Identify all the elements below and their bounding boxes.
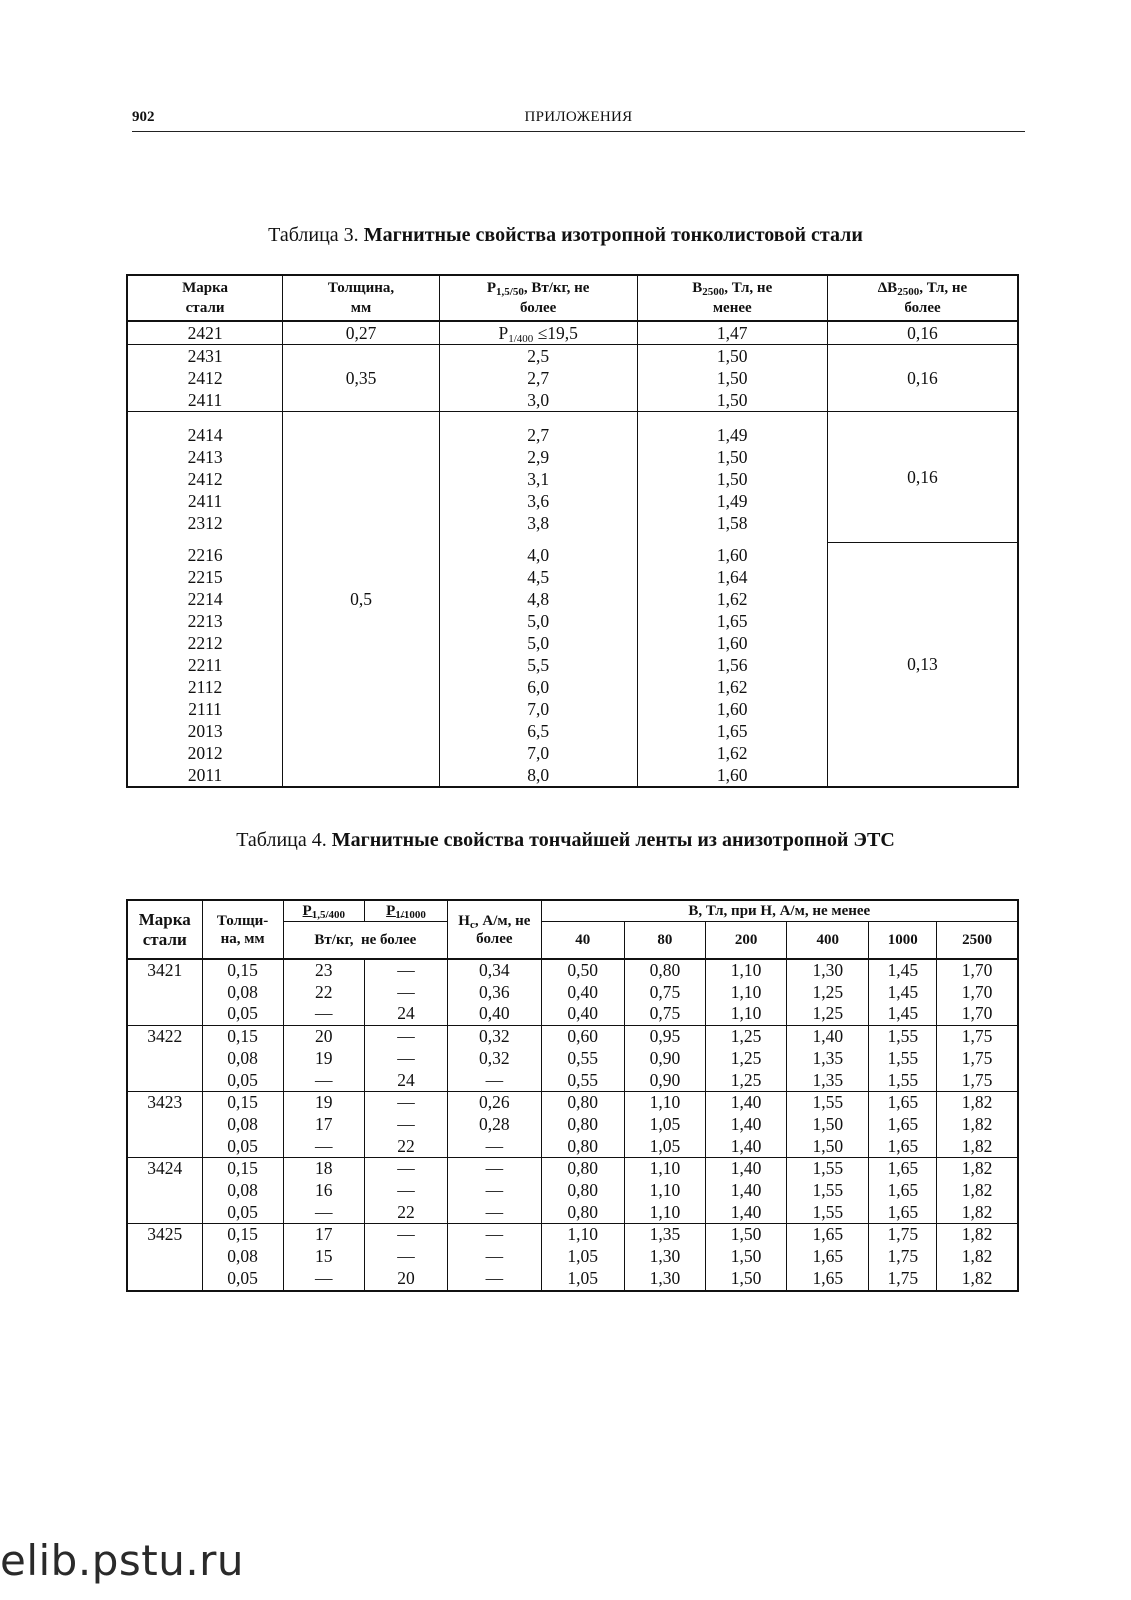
b2500-value: 1,75 — [961, 1069, 993, 1090]
b1000-value: 1,65 — [887, 1135, 919, 1156]
b80-value: 0,80 — [649, 960, 681, 980]
watermark: elib.pstu.ru — [0, 1536, 245, 1585]
p1-value: 23 — [315, 960, 333, 980]
table4-header-b-span: B, Тл, при H, А/м, не менее — [541, 900, 1018, 921]
b2500-cell — [937, 1224, 1018, 1291]
p1-cell — [283, 1026, 364, 1092]
b2500-value: 1,75 — [961, 1026, 993, 1047]
b1000-value: 1,45 — [887, 1003, 919, 1024]
hc-cell — [448, 959, 542, 1026]
b200-value: 1,10 — [730, 1003, 762, 1024]
p1-value: 16 — [315, 1180, 333, 1201]
p2-value: — — [397, 1047, 415, 1068]
b200-cell — [706, 1224, 787, 1291]
table4-header-h2500: 2500 — [937, 921, 1018, 959]
b400-value: 1,55 — [812, 1158, 844, 1179]
hc-value: — — [485, 1135, 504, 1156]
b40-value: 0,80 — [567, 1180, 599, 1201]
p1-value: 19 — [315, 1092, 333, 1113]
thickness-value: 0,08 — [227, 1047, 258, 1068]
p2-cell — [364, 1224, 447, 1291]
b1000-value: 1,65 — [887, 1180, 919, 1201]
b2500-value: 1,82 — [961, 1158, 993, 1179]
b2500-value: 1,82 — [961, 1246, 993, 1267]
thickness-value: 0,05 — [227, 1135, 258, 1156]
b2500-cell — [937, 1092, 1018, 1158]
thickness-value: 0,05 — [227, 1201, 258, 1222]
table4-body — [127, 959, 1018, 1291]
b2500-value: 1,82 — [961, 1224, 993, 1245]
hc-value: 0,32 — [479, 1047, 510, 1068]
b400-cell — [787, 1026, 869, 1092]
b1000-value: 1,65 — [887, 1201, 919, 1222]
b-cell: 1,47 — [637, 321, 827, 345]
p1-value: 18 — [315, 1158, 333, 1179]
b400-value: 1,40 — [812, 1026, 844, 1047]
b80-value: 1,10 — [649, 1158, 681, 1179]
table4-group-row — [127, 1026, 1018, 1092]
b2500-value: 1,70 — [961, 960, 993, 980]
table3-group-05a — [127, 412, 1018, 543]
table4-group-row — [127, 1224, 1018, 1291]
b400-value: 1,55 — [812, 1180, 844, 1201]
b400-value: 1,65 — [812, 1267, 844, 1288]
hc-value: 0,26 — [479, 1092, 510, 1113]
thickness-cell — [202, 959, 283, 1026]
b1000-cell — [869, 1158, 937, 1224]
thickness-cell — [202, 1224, 283, 1291]
b80-value: 1,05 — [649, 1135, 681, 1156]
grade-cell: 3423 — [127, 1092, 202, 1158]
thickness-value: 0,05 — [227, 1069, 258, 1090]
table4-header-h80: 80 — [624, 921, 705, 959]
thickness-value: 0,15 — [227, 1224, 258, 1245]
table4-header-row-1 — [127, 900, 1018, 921]
thickness-value: 0,08 — [227, 1180, 258, 1201]
p1-value: 22 — [315, 981, 333, 1002]
p-cell: 2,5 2,7 3,0 — [439, 345, 637, 412]
b40-cell — [541, 1092, 624, 1158]
hc-cell — [448, 1092, 542, 1158]
table4-header-p-units: Вт/кг, не более — [283, 921, 447, 959]
b40-value: 0,80 — [567, 1113, 599, 1134]
hc-cell — [448, 1158, 542, 1224]
b400-value: 1,50 — [812, 1135, 844, 1156]
grade-cell: 3424 — [127, 1158, 202, 1224]
p2-value: — — [397, 1224, 415, 1245]
p-cell: $P_{1/400} \le 19,5$ — [439, 321, 637, 345]
b1000-value: 1,75 — [887, 1267, 919, 1288]
hc-value: 0,40 — [479, 1003, 510, 1024]
p2-value: — — [397, 1113, 415, 1134]
table3-header-delta-b: $\Delta B_{2500}$, Тл, не более — [827, 275, 1018, 321]
thickness-cell — [202, 1092, 283, 1158]
grade-cell: 2431 2412 2411 — [127, 345, 283, 412]
b200-value: 1,40 — [730, 1135, 762, 1156]
b400-cell — [787, 1158, 869, 1224]
b400-cell — [787, 959, 869, 1026]
b80-cell — [624, 959, 705, 1026]
b1000-value: 1,65 — [887, 1113, 919, 1134]
table4 — [126, 899, 1019, 1292]
b400-value: 1,35 — [812, 1069, 844, 1090]
b400-cell — [787, 1092, 869, 1158]
delta-b-cell: 0,16 — [827, 345, 1018, 412]
b80-cell — [624, 1026, 705, 1092]
b80-value: 0,90 — [649, 1047, 681, 1068]
p1-value: — — [315, 1135, 333, 1156]
b80-value: 1,10 — [649, 1180, 681, 1201]
table4-header-thickness: Толщи-на, мм — [202, 900, 283, 959]
p1-cell — [283, 1224, 364, 1291]
thickness-value: 0,15 — [227, 1092, 258, 1113]
page-number: 902 — [132, 109, 155, 125]
b40-value: 0,55 — [567, 1047, 599, 1068]
hc-value: — — [485, 1158, 504, 1179]
p1-value: 17 — [315, 1113, 333, 1134]
b40-value: 0,80 — [567, 1201, 599, 1222]
p2-value: — — [397, 960, 415, 980]
thickness-cell: 0,27 — [283, 321, 440, 345]
p2-cell — [364, 1092, 447, 1158]
b200-cell — [706, 1158, 787, 1224]
p2-cell — [364, 1026, 447, 1092]
p2-value: — — [397, 1026, 415, 1047]
hc-value: 0,34 — [479, 960, 510, 980]
thickness-cell: 0,35 — [283, 345, 440, 412]
table4-group-row — [127, 1092, 1018, 1158]
b-cell: 1,50 1,50 1,50 — [637, 345, 827, 412]
hc-value: 0,36 — [479, 981, 510, 1002]
b200-value: 1,25 — [730, 1047, 762, 1068]
delta-b-cell: 0,16 — [827, 412, 1018, 543]
grade-cell: 3425 — [127, 1224, 202, 1291]
b400-value: 1,55 — [812, 1092, 844, 1113]
p1-value: 20 — [315, 1026, 333, 1047]
thickness-cell — [202, 1026, 283, 1092]
table3-header-b: $B_{2500}$, Тл, не менее — [637, 275, 827, 321]
b200-value: 1,25 — [730, 1069, 762, 1090]
thickness-value: 0,08 — [227, 1113, 258, 1134]
b200-value: 1,10 — [730, 981, 762, 1002]
thickness-value: 0,05 — [227, 1267, 258, 1288]
b80-value: 1,35 — [649, 1224, 681, 1245]
hc-cell — [448, 1224, 542, 1291]
p1-value: — — [315, 1069, 333, 1090]
thickness-cell — [202, 1158, 283, 1224]
b2500-cell — [937, 1158, 1018, 1224]
grade-cell: 3422 — [127, 1026, 202, 1092]
p2-value: 24 — [397, 1003, 415, 1024]
grade-cell: 3421 — [127, 959, 202, 1026]
b400-cell — [787, 1224, 869, 1291]
hc-value: — — [485, 1180, 504, 1201]
b80-value: 0,75 — [649, 981, 681, 1002]
b200-value: 1,40 — [730, 1113, 762, 1134]
b40-value: 1,10 — [567, 1224, 599, 1245]
b80-value: 0,75 — [649, 1003, 681, 1024]
table4-caption-prefix: Таблица 4. — [236, 829, 332, 851]
p1-value: 17 — [315, 1224, 333, 1245]
p2-value: — — [397, 1158, 415, 1179]
p-cell: 4,0 4,5 4,8 5,0 5,0 5,5 6,0 7,0 6,5 7,0 8,0 — [439, 542, 637, 787]
b2500-value: 1,70 — [961, 1003, 993, 1024]
table4-header-grade: Марка стали — [127, 900, 202, 959]
b2500-value: 1,82 — [961, 1113, 993, 1134]
hc-value: 0,28 — [479, 1113, 510, 1134]
running-header — [132, 107, 1025, 132]
table3-header-p: $P_{1,5/50}$, Вт/кг, не более — [439, 275, 637, 321]
p-cell: 2,7 2,9 3,1 3,6 3,8 — [439, 412, 637, 543]
b1000-value: 1,45 — [887, 960, 919, 980]
b200-value: 1,50 — [730, 1246, 762, 1267]
b80-cell — [624, 1224, 705, 1291]
b80-value: 1,30 — [649, 1267, 681, 1288]
b1000-value: 1,75 — [887, 1246, 919, 1267]
b2500-value: 1,70 — [961, 981, 993, 1002]
b1000-cell — [869, 1224, 937, 1291]
b200-value: 1,40 — [730, 1158, 762, 1179]
p1-value: — — [315, 1003, 333, 1024]
table3-header-row — [127, 275, 1018, 321]
b200-value: 1,40 — [730, 1180, 762, 1201]
hc-value: — — [485, 1246, 504, 1267]
table4-header-p1: $P_{1,5/400}$ — [283, 900, 364, 921]
b40-value: 1,05 — [567, 1246, 599, 1267]
b1000-value: 1,45 — [887, 981, 919, 1002]
hc-value: 0,32 — [479, 1026, 510, 1047]
b200-value: 1,50 — [730, 1267, 762, 1288]
b200-cell — [706, 1026, 787, 1092]
table4-header-h40: 40 — [541, 921, 624, 959]
b2500-value: 1,82 — [961, 1135, 993, 1156]
b40-value: 0,80 — [567, 1158, 599, 1179]
p1-value: 19 — [315, 1047, 333, 1068]
grade-cell: 2216 2215 2214 2213 2212 2211 2112 2111 2013 2012 2011 — [127, 542, 283, 787]
b80-value: 0,90 — [649, 1069, 681, 1090]
b40-cell — [541, 1026, 624, 1092]
b40-value: 1,05 — [567, 1267, 599, 1288]
table4-caption — [0, 829, 1131, 852]
b-cell: 1,49 1,50 1,50 1,49 1,58 — [637, 412, 827, 543]
grade-cell: 2414 2413 2412 2411 2312 — [127, 412, 283, 543]
b200-cell — [706, 959, 787, 1026]
p1-cell — [283, 959, 364, 1026]
b2500-value: 1,82 — [961, 1180, 993, 1201]
table4-caption-title: Магнитные свойства тончайшей ленты из анизотропной ЭТС — [331, 829, 895, 851]
table3-caption — [0, 224, 1131, 247]
table3-header-thickness: Толщина, мм — [283, 275, 440, 321]
b40-value: 0,80 — [567, 1092, 599, 1113]
b40-cell — [541, 1224, 624, 1291]
b200-value: 1,25 — [730, 1026, 762, 1047]
b40-value: 0,50 — [567, 960, 599, 980]
p2-value: — — [397, 1180, 415, 1201]
b2500-value: 1,82 — [961, 1201, 993, 1222]
table3 — [126, 274, 1019, 788]
thickness-value: 0,08 — [227, 1246, 258, 1267]
b1000-cell — [869, 1026, 937, 1092]
p1-value: — — [315, 1267, 333, 1288]
grade-cell: 2421 — [127, 321, 283, 345]
p2-value: 20 — [397, 1267, 415, 1288]
p2-value: 24 — [397, 1069, 415, 1090]
thickness-value: 0,15 — [227, 1026, 258, 1047]
b1000-value: 1,55 — [887, 1047, 919, 1068]
b400-value: 1,35 — [812, 1047, 844, 1068]
hc-value: — — [485, 1201, 504, 1222]
b200-cell — [706, 1092, 787, 1158]
b1000-cell — [869, 959, 937, 1026]
p1-cell — [283, 1092, 364, 1158]
b80-cell — [624, 1158, 705, 1224]
b400-value: 1,55 — [812, 1201, 844, 1222]
table4-header-h200: 200 — [706, 921, 787, 959]
b1000-value: 1,65 — [887, 1092, 919, 1113]
b1000-value: 1,65 — [887, 1158, 919, 1179]
table3-group-035 — [127, 345, 1018, 412]
table3-caption-title: Магнитные свойства изотропной тонколистовой стали — [363, 224, 863, 246]
b-cell: 1,60 1,64 1,62 1,65 1,60 1,56 1,62 1,60 1,65 1,62 1,60 — [637, 542, 827, 787]
b400-value: 1,25 — [812, 1003, 844, 1024]
delta-b-cell: 0,16 — [827, 321, 1018, 345]
b400-value: 1,50 — [812, 1113, 844, 1134]
b2500-cell — [937, 959, 1018, 1026]
b40-value: 0,60 — [567, 1026, 599, 1047]
b1000-value: 1,75 — [887, 1224, 919, 1245]
p1-cell — [283, 1158, 364, 1224]
b200-value: 1,40 — [730, 1201, 762, 1222]
b1000-cell — [869, 1092, 937, 1158]
table4-header-h400: 400 — [787, 921, 869, 959]
b40-cell — [541, 1158, 624, 1224]
running-head-title: ПРИЛОЖЕНИЯ — [524, 109, 633, 125]
table4-header-p2: $P_{1/1000}$ — [364, 900, 447, 921]
p2-cell — [364, 1158, 447, 1224]
table4-header-hc: $H_c$, А/м, не более — [448, 900, 542, 959]
table4-group-row — [127, 959, 1018, 1026]
b1000-value: 1,55 — [887, 1026, 919, 1047]
b200-value: 1,50 — [730, 1224, 762, 1245]
hc-value: — — [485, 1224, 504, 1245]
b80-value: 0,95 — [649, 1026, 681, 1047]
b2500-value: 1,82 — [961, 1267, 993, 1288]
b40-value: 0,40 — [567, 981, 599, 1002]
p2-value: — — [397, 981, 415, 1002]
p2-cell — [364, 959, 447, 1026]
thickness-value: 0,05 — [227, 1003, 258, 1024]
b80-value: 1,05 — [649, 1113, 681, 1134]
b40-value: 0,80 — [567, 1135, 599, 1156]
b400-value: 1,65 — [812, 1246, 844, 1267]
thickness-cell: 0,5 — [283, 412, 440, 788]
p2-value: 22 — [397, 1135, 415, 1156]
b2500-cell — [937, 1026, 1018, 1092]
b40-cell — [541, 959, 624, 1026]
b40-value: 0,40 — [567, 1003, 599, 1024]
p2-value: 22 — [397, 1201, 415, 1222]
b400-value: 1,30 — [812, 960, 844, 980]
b2500-value: 1,75 — [961, 1047, 993, 1068]
table3-row — [127, 321, 1018, 345]
table3-header-grade: Марка стали — [127, 275, 283, 321]
p2-value: — — [397, 1246, 415, 1267]
b40-value: 0,55 — [567, 1069, 599, 1090]
p2-value: — — [397, 1092, 415, 1113]
table3-group-05b — [127, 542, 1018, 787]
b200-value: 1,10 — [730, 960, 762, 980]
table3-caption-prefix: Таблица 3. — [268, 224, 364, 246]
p1-value: 15 — [315, 1246, 333, 1267]
table4-group-row — [127, 1158, 1018, 1224]
b400-value: 1,65 — [812, 1224, 844, 1245]
b80-value: 1,10 — [649, 1092, 681, 1113]
b1000-value: 1,55 — [887, 1069, 919, 1090]
p1-value: — — [315, 1201, 333, 1222]
b400-value: 1,25 — [812, 981, 844, 1002]
hc-cell — [448, 1026, 542, 1092]
hc-value: — — [485, 1267, 504, 1288]
b80-cell — [624, 1092, 705, 1158]
b80-value: 1,10 — [649, 1201, 681, 1222]
thickness-value: 0,15 — [227, 960, 258, 980]
delta-b-cell: 0,13 — [827, 542, 1018, 787]
thickness-value: 0,15 — [227, 1158, 258, 1179]
hc-value: — — [485, 1069, 504, 1090]
b2500-value: 1,82 — [961, 1092, 993, 1113]
b80-value: 1,30 — [649, 1246, 681, 1267]
table4-header-h1000: 1000 — [869, 921, 937, 959]
thickness-value: 0,08 — [227, 981, 258, 1002]
b200-value: 1,40 — [730, 1092, 762, 1113]
